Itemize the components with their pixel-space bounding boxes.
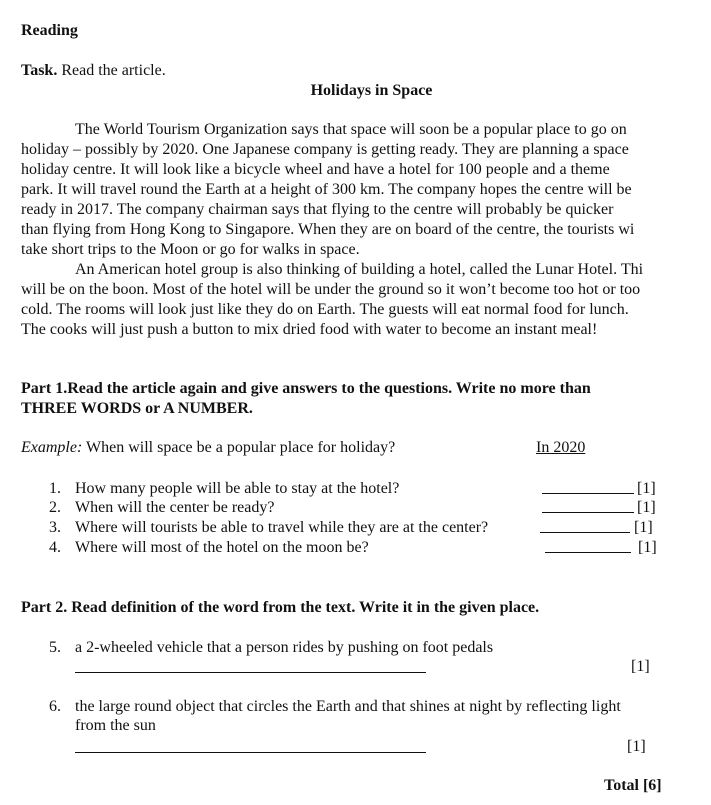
paragraph-line: An American hotel group is also thinking of building a hotel, called the Lunar Hotel. Thi	[75, 261, 644, 278]
question-points: [1]	[637, 480, 656, 497]
question-number: 1.	[49, 480, 61, 497]
paragraph-line: will be on the boon. Most of the hotel will be under the ground so it won’t become too hot or too	[21, 281, 641, 298]
answer-blank-2[interactable]	[542, 498, 634, 513]
definition-text-continued: from the sun	[75, 717, 156, 734]
part2-instructions: Part 2. Read definition of the word from the text. Write it in the given place.	[21, 599, 540, 616]
question-points: [1]	[637, 499, 656, 516]
item-points: [1]	[627, 738, 646, 755]
paragraph-line: holiday – possibly by 2020. One Japanese company is getting ready. They are planning a space	[21, 141, 629, 158]
item-number: 6.	[49, 698, 61, 715]
question-text: Where will tourists be able to travel while they are at the center?	[75, 519, 489, 536]
answer-blank-6[interactable]	[75, 738, 426, 753]
task-line	[21, 61, 166, 81]
definition-text: a 2-wheeled vehicle that a person rides by pushing on foot pedals	[75, 639, 494, 656]
section-heading: Reading	[21, 22, 78, 39]
paragraph-line: than flying from Hong Kong to Singapore. When they are on board of the centre, the tourists wi	[21, 221, 635, 238]
article-title: Holidays in Space	[310, 82, 433, 99]
question-row-1	[0, 479, 711, 499]
paragraph-line: holiday centre. It will look like a bicycle wheel and have a hotel for 100 people and a theme	[21, 161, 610, 178]
question-number: 4.	[49, 539, 61, 556]
answer-blank-4[interactable]	[545, 538, 631, 553]
part1-instructions-line-2: THREE WORDS or A NUMBER.	[21, 400, 253, 417]
question-row-4	[0, 538, 711, 558]
answer-blank-5[interactable]	[75, 658, 426, 673]
question-row-2	[0, 498, 711, 518]
question-points: [1]	[638, 539, 657, 556]
definition-item-6	[0, 697, 711, 717]
question-points: [1]	[634, 519, 653, 536]
paragraph-line: take short trips to the Moon or go for walks in space.	[21, 241, 360, 258]
example-answer: In 2020	[536, 439, 586, 456]
example-label: Example:	[21, 439, 83, 456]
part1-instructions-line-1: Part 1.Read the article again and give answers to the questions. Write no more than	[21, 380, 591, 397]
task-text: Read the article.	[57, 62, 166, 79]
item-points: [1]	[631, 658, 650, 675]
answer-blank-3[interactable]	[540, 518, 630, 533]
paragraph-line: ready in 2017. The company chairman says that flying to the centre will probably be quicker	[21, 201, 614, 218]
definition-item-5	[0, 638, 711, 658]
question-number: 2.	[49, 499, 61, 516]
question-text: How many people will be able to stay at the hotel?	[75, 480, 400, 497]
question-text: Where will most of the hotel on the moon be?	[75, 539, 369, 556]
question-text: When will the center be ready?	[75, 499, 275, 516]
paragraph-line: park. It will travel round the Earth at a height of 300 km. The company hopes the centre will be	[21, 181, 632, 198]
definition-text: the large round object that circles the Earth and that shines at night by reflecting light	[75, 698, 621, 715]
answer-blank-1[interactable]	[542, 479, 634, 494]
paragraph-line: The cooks will just push a button to mix dried food with water to become an instant meal!	[21, 321, 598, 338]
question-number: 3.	[49, 519, 61, 536]
task-label: Task.	[21, 62, 58, 79]
question-row-3	[0, 518, 711, 538]
paragraph-line: The World Tourism Organization says that space will soon be a popular place to go on	[75, 121, 627, 138]
example-question: When will space be a popular place for holiday?	[82, 439, 396, 456]
total-score: Total [6]	[604, 777, 662, 794]
example-line	[21, 438, 395, 458]
item-number: 5.	[49, 639, 61, 656]
paragraph-line: cold. The rooms will look just like they do on Earth. The guests will eat normal food for lunch.	[21, 301, 629, 318]
